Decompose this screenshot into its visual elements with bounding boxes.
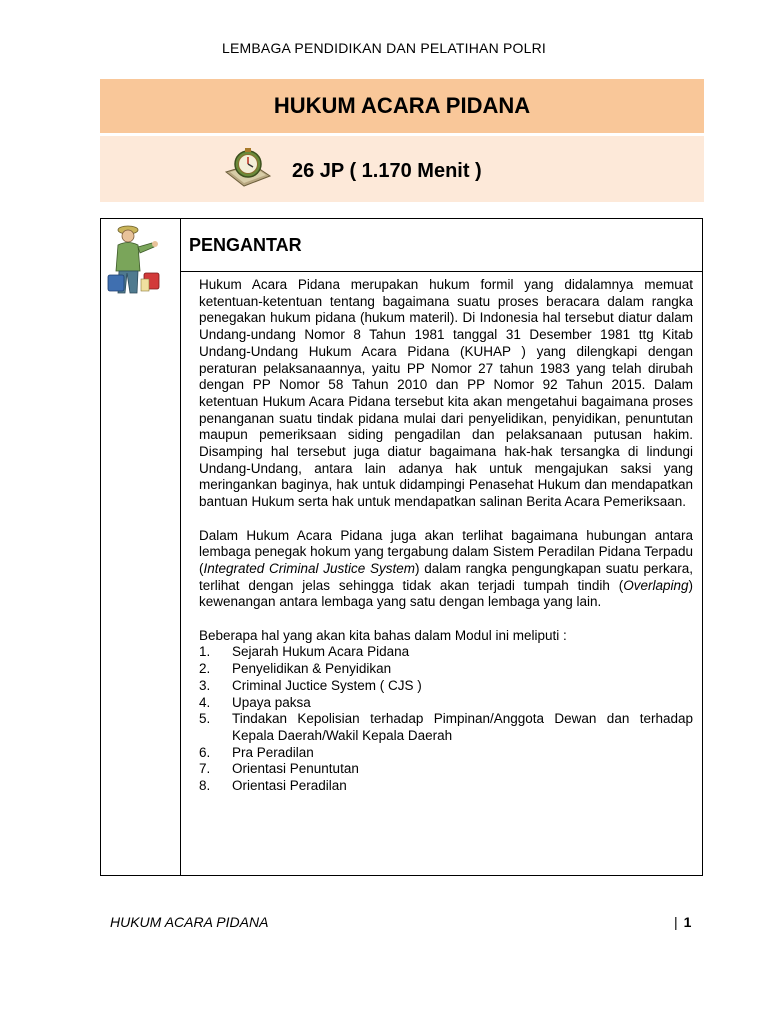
list-item-number: 4. bbox=[199, 694, 211, 710]
list-item-text: Pra Peradilan bbox=[232, 744, 314, 760]
list-item bbox=[199, 711, 693, 744]
clock-icon bbox=[222, 142, 274, 188]
module-title-band bbox=[100, 79, 704, 133]
footer-title: HUKUM ACARA PIDANA bbox=[110, 914, 269, 930]
list-item-text: Upaya paksa bbox=[232, 694, 311, 710]
cjs-paragraph-italic1: Integrated Criminal Justice System bbox=[203, 560, 415, 576]
list-item bbox=[199, 745, 693, 762]
page-header: LEMBAGA PENDIDIKAN DAN PELATIHAN POLRI bbox=[222, 40, 546, 56]
list-item bbox=[199, 644, 693, 661]
list-item-number: 8. bbox=[199, 778, 211, 794]
cjs-paragraph-part3: ) kewenangan antara lembaga yang satu dengan lembaga yang lain. bbox=[199, 577, 693, 610]
topic-list bbox=[199, 644, 693, 794]
list-item-number: 2. bbox=[199, 661, 211, 677]
intro-paragraph: Hukum Acara Pidana merupakan hukum formil yang didalamnya memuat ketentuan-ketentuan tentang bagaimana suatu proses beracara dalam rangka penegakan hukum pidana (hukum materil). Di Indonesia hal tersebut diatur dalam Undang-undang Nomor 8 Tahun 1981 tanggal 31 Desember 1981 ttg Kitab Undang-Undang Hukum Acara Pidana (KUHAP ) yang dilengkapi dengan peraturan pelaksanaannya, yaitu PP Nomor 27 tahun 1983 yang telah dirubah dengan PP Nomor 58 Tahun 2010 dan PP Nomor 92 Tahun 2015. Dalam ketentuan Hukum Acara Pidana tersebut kita akan mengetahui bagaimana proses penanganan suatu tindak pidana mulai dari penyelidikan, penyidikan, penuntutan maupun pemeriksaan siding pengadilan dan pelaksanaan putusan hakim. Disamping hal tersebut juga diatur bagaimana hak-hak tersangka di lindungi Undang-Undang, antara lain adanya hak untuk mengajukan saksi yang meringankan baginya, hak untuk didampingi Penasehat Hukum dan mendapatkan bantuan Hukum serta hak untuk mendapatkan salinan Berita Acara Pemeriksaan. bbox=[199, 277, 693, 510]
list-item-number: 6. bbox=[199, 744, 211, 760]
list-item-number: 3. bbox=[199, 677, 211, 693]
duration-band bbox=[100, 136, 704, 202]
cjs-paragraph-part1: Dalam Hukum Acara Pidana juga akan terlihat bagaimana hubungan antara lembaga penegak hokum yang tergabung dalam Sistem Peradilan Pidana Terpadu ( bbox=[199, 527, 693, 576]
page-number-value: 1 bbox=[683, 914, 692, 930]
module-title: HUKUM ACARA PIDANA bbox=[273, 93, 531, 118]
list-item bbox=[199, 678, 693, 695]
content-table bbox=[100, 218, 703, 876]
section-body bbox=[199, 277, 693, 795]
list-item bbox=[199, 695, 693, 712]
list-item-text: Tindakan Kepolisian terhadap Pimpinan/Anggota Dewan dan terhadap Kepala Daerah/Wakil Kepala Daerah bbox=[232, 711, 693, 743]
list-item-text: Sejarah Hukum Acara Pidana bbox=[232, 644, 410, 660]
person-with-luggage-icon bbox=[106, 223, 162, 297]
column-divider bbox=[180, 219, 181, 875]
list-item-text: Criminal Juctice System ( CJS ) bbox=[232, 677, 422, 693]
list-item bbox=[199, 761, 693, 778]
list-item-number: 7. bbox=[199, 761, 211, 777]
list-item-number: 5. bbox=[199, 711, 211, 727]
page-separator: | bbox=[674, 914, 678, 930]
cjs-paragraph-italic2: Overlaping bbox=[623, 577, 689, 593]
list-item-number: 1. bbox=[199, 644, 211, 660]
duration-text: 26 JP ( 1.170 Menit ) bbox=[292, 160, 482, 182]
cjs-paragraph-part2: ) dalam rangka pengungkapan suatu perkara, terlihat dengan jelas sehingga tidak akan terjadi tumpah tindih ( bbox=[199, 560, 694, 593]
list-item-text: Orientasi Peradilan bbox=[232, 778, 347, 794]
list-item-text: Orientasi Penuntutan bbox=[232, 761, 359, 777]
list-item-text: Penyelidikan & Penyidikan bbox=[232, 661, 392, 677]
list-intro: Beberapa hal yang akan kita bahas dalam Modul ini meliputi : bbox=[199, 627, 567, 643]
list-item bbox=[199, 778, 693, 795]
list-item bbox=[199, 661, 693, 678]
cjs-paragraph bbox=[199, 528, 693, 612]
row-divider bbox=[180, 271, 702, 272]
section-heading: PENGANTAR bbox=[189, 235, 302, 255]
page-number bbox=[674, 914, 691, 930]
